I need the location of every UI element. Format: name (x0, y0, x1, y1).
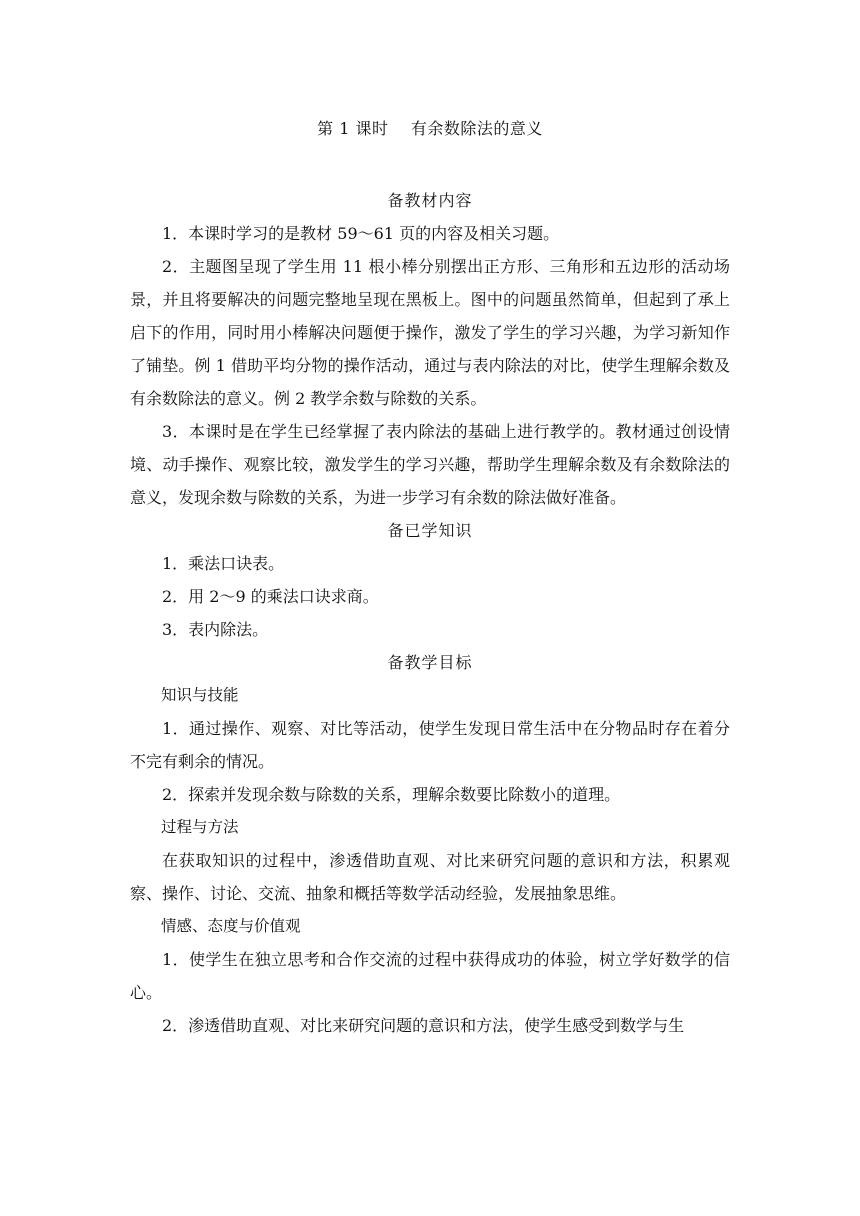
subsection-title: 情感、态度与价值观 (161, 917, 301, 935)
document-page (130, 112, 730, 1042)
paragraph: 2．主题图呈现了学生用 11 根小棒分别摆出正方形、三角形和五边形的活动场景，并且将要解决的问题完整地呈现在黑板上。图中的问题虽然简单，但起到了承上启下的作用，同时用小棒解决问题便于操作，激发了学生的学习兴趣，为学习新知作了铺垫。例 1 借助平均分物的操作活动，通过与表内除法的对比，使学生理解余数及有余数除法的意义。例 2 教学余数与除数的关系。 (130, 257, 730, 408)
section-textbook-content (130, 184, 730, 514)
paragraph: 在获取知识的过程中，渗透借助直观、对比来研究问题的意识和方法，积累观察、操作、讨论、交流、抽象和概括等数学活动经验，发展抽象思维。 (130, 851, 730, 903)
paragraph: 1．本课时学习的是教材 59～61 页的内容及相关习题。 (162, 224, 560, 243)
section-prior-knowledge (130, 514, 730, 646)
subsection-title: 过程与方法 (161, 818, 239, 836)
paragraph: 1．使学生在独立思考和合作交流的过程中获得成功的体验，树立学好数学的信心。 (130, 950, 730, 1002)
section-teaching-goals (130, 646, 730, 1042)
paragraph: 3．本课时是在学生已经掌握了表内除法的基础上进行教学的。教材通过创设情境、动手操作、观察比较，激发学生的学习兴趣，帮助学生理解余数及有余数除法的意义，发现余数与除数的关系，为进一步学习有余数的除法做好准备。 (130, 422, 730, 507)
paragraph: 1．乘法口诀表。 (162, 554, 285, 573)
paragraph: 3．表内除法。 (162, 620, 269, 639)
paragraph: 2．用 2～9 的乘法口诀求商。 (162, 587, 379, 606)
paragraph: 1．通过操作、观察、对比等活动，使学生发现日常生活中在分物品时存在着分不完有剩余的情况。 (130, 719, 730, 771)
subsection-title: 知识与技能 (161, 686, 239, 704)
section-heading: 备教学目标 (387, 653, 473, 672)
section-heading: 备教材内容 (387, 191, 473, 210)
paragraph: 2．渗透借助直观、对比来研究问题的意识和方法，使学生感受到数学与生 (162, 1016, 685, 1035)
title-spacer (130, 145, 730, 184)
section-heading: 备已学知识 (387, 521, 473, 540)
page-title: 第 1 课时 有余数除法的意义 (317, 119, 543, 138)
paragraph: 2．探索并发现余数与除数的关系，理解余数要比除数小的道理。 (162, 785, 621, 804)
